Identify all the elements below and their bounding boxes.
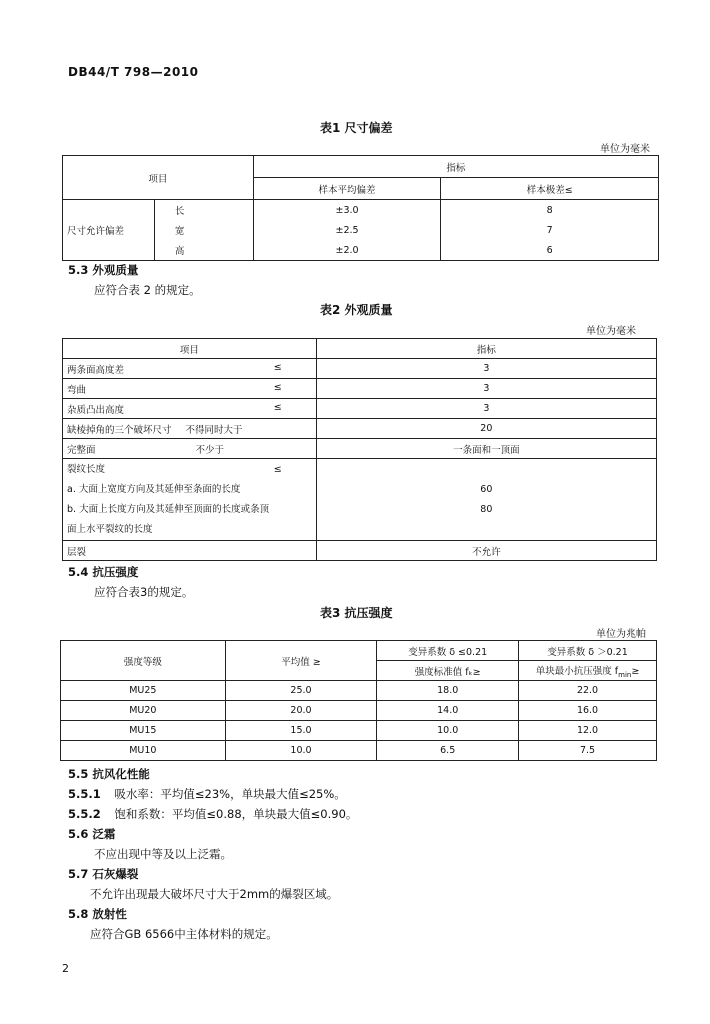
table1-col-mean: 样本平均偏差 [253, 178, 441, 200]
table2-layer-name: 层裂 [63, 541, 317, 561]
table2-row-cond: ≤ [273, 381, 282, 393]
table3-std: 18.0 [377, 681, 519, 701]
table1-mean-length: ±3.0 [335, 204, 359, 216]
table2-unit: 单位为毫米 [586, 326, 636, 337]
table2-row-value: 3 [316, 379, 656, 399]
section-5-8-text: 应符合GB 6566中主体材料的规定。 [90, 927, 278, 941]
table1-dim-width: 宽 [174, 226, 185, 237]
table3-mean: 10.0 [225, 741, 377, 761]
table2-row-cond: ≤ [273, 401, 282, 413]
table1-mean-height: ±2.0 [335, 244, 359, 256]
table2-row-cond: ≤ [273, 361, 282, 373]
table2-row-value: 20 [316, 419, 656, 439]
table1-dim-height: 高 [174, 246, 185, 257]
section-5-5-2 [68, 806, 357, 822]
table1-range-height: 6 [546, 244, 553, 256]
table3-std: 6.5 [377, 741, 519, 761]
table3-col-cv-low: 变异系数 δ ≤0.21 [377, 641, 519, 661]
table2 [62, 338, 657, 561]
section-5-5-1-text: 吸水率：平均值≤23%，单块最大值≤25%。 [114, 787, 346, 801]
table2-crack-a-value: 60 [480, 484, 493, 495]
section-5-6-text: 不应出现中等及以上泛霜。 [94, 847, 232, 861]
table2-row-name: 杂质凸出高度 [67, 404, 125, 416]
table1-unit: 单位为毫米 [600, 144, 650, 155]
table1-col-item: 项目 [63, 156, 254, 200]
table1-col-indicator: 指标 [253, 156, 658, 178]
table2-col-item: 项目 [63, 339, 317, 359]
table3-min: 12.0 [519, 721, 657, 741]
section-5-3-heading: 5.3 外观质量 [68, 263, 139, 277]
section-5-7-text: 不允许出现最大破坏尺寸大于2mm的爆裂区域。 [90, 887, 339, 901]
section-5-8-heading: 5.8 放射性 [68, 907, 127, 921]
section-5-5-2-number: 5.5.2 [68, 807, 101, 821]
table1-range-width: 7 [546, 224, 553, 236]
table3-col-cv-high: 变异系数 δ ＞0.21 [519, 641, 657, 661]
section-5-6-heading: 5.6 泛霜 [68, 827, 116, 841]
table3-col-mean: 平均值 ≥ [225, 641, 377, 681]
table3-grade: MU10 [61, 741, 226, 761]
section-5-7-heading: 5.7 石灰爆裂 [68, 867, 139, 881]
section-5-4-text: 应符合表3的规定。 [94, 585, 194, 599]
section-5-5-2-text: 饱和系数：平均值≤0.88，单块最大值≤0.90。 [114, 807, 358, 821]
table3-min: 16.0 [519, 701, 657, 721]
table1-row-group: 尺寸允许偏差 [63, 200, 155, 261]
table2-crack-b-line2: 面上水平裂纹的长度 [67, 524, 153, 535]
table3-std: 14.0 [377, 701, 519, 721]
table3-min: 7.5 [519, 741, 657, 761]
table1-dim-length: 长 [174, 206, 185, 217]
table3-grade: MU15 [61, 721, 226, 741]
table3-col-grade: 强度等级 [61, 641, 226, 681]
table1-range-length: 8 [546, 204, 553, 216]
table3-mean: 25.0 [225, 681, 377, 701]
table2-row-cond: 不得同时大于 [185, 424, 243, 436]
table3 [60, 640, 657, 761]
table2-col-indicator: 指标 [316, 339, 656, 359]
table2-row-name: 缺棱掉角的三个破坏尺寸 [67, 424, 172, 436]
section-5-3-text: 应符合表 2 的规定。 [94, 283, 201, 297]
table1 [62, 155, 659, 261]
table1-mean-width: ±2.5 [335, 224, 359, 236]
table2-crack-name: 裂纹长度 [67, 464, 106, 475]
section-5-4-heading: 5.4 抗压强度 [68, 565, 139, 579]
table3-mean: 15.0 [225, 721, 377, 741]
table3-col-std: 强度标准值 fₖ≥ [377, 661, 519, 681]
section-5-5-1-number: 5.5.1 [68, 787, 101, 801]
table2-layer-value: 不允许 [316, 541, 656, 561]
table2-row-name: 两条面高度差 [67, 364, 125, 376]
table1-caption: 表1 尺寸偏差 [320, 121, 393, 135]
table3-min: 22.0 [519, 681, 657, 701]
table2-crack-cond: ≤ [273, 464, 282, 475]
table2-crack-b-line1: b. 大面上长度方向及其延伸至顶面的长度或条顶 [67, 504, 270, 515]
table3-grade: MU25 [61, 681, 226, 701]
table3-std: 10.0 [377, 721, 519, 741]
table2-row-cond: 不少于 [195, 444, 225, 456]
table3-col-min-suffix: ≥ [631, 665, 640, 677]
table2-row-value: 3 [316, 399, 656, 419]
table3-col-min-sub: min [618, 670, 632, 679]
page-number: 2 [62, 962, 69, 975]
table3-mean: 20.0 [225, 701, 377, 721]
document-code: DB44/T 798—2010 [68, 65, 199, 79]
table3-unit: 单位为兆帕 [596, 629, 646, 640]
table2-row-value: 一条面和一顶面 [316, 439, 656, 459]
table2-row-name: 完整面 [67, 444, 96, 456]
table3-grade: MU20 [61, 701, 226, 721]
table2-crack-b-value: 80 [480, 504, 493, 515]
table2-row-value: 3 [316, 359, 656, 379]
table2-crack-a: a. 大面上宽度方向及其延伸至条面的长度 [67, 484, 241, 495]
table1-col-range: 样本极差≤ [441, 178, 659, 200]
section-5-5-1 [68, 786, 346, 802]
table2-row-name: 弯曲 [67, 384, 87, 396]
table3-caption: 表3 抗压强度 [320, 606, 393, 620]
table2-caption: 表2 外观质量 [320, 303, 393, 317]
section-5-5-heading: 5.5 抗风化性能 [68, 767, 150, 781]
table3-col-min: 单块最小抗压强度 f [535, 665, 619, 677]
